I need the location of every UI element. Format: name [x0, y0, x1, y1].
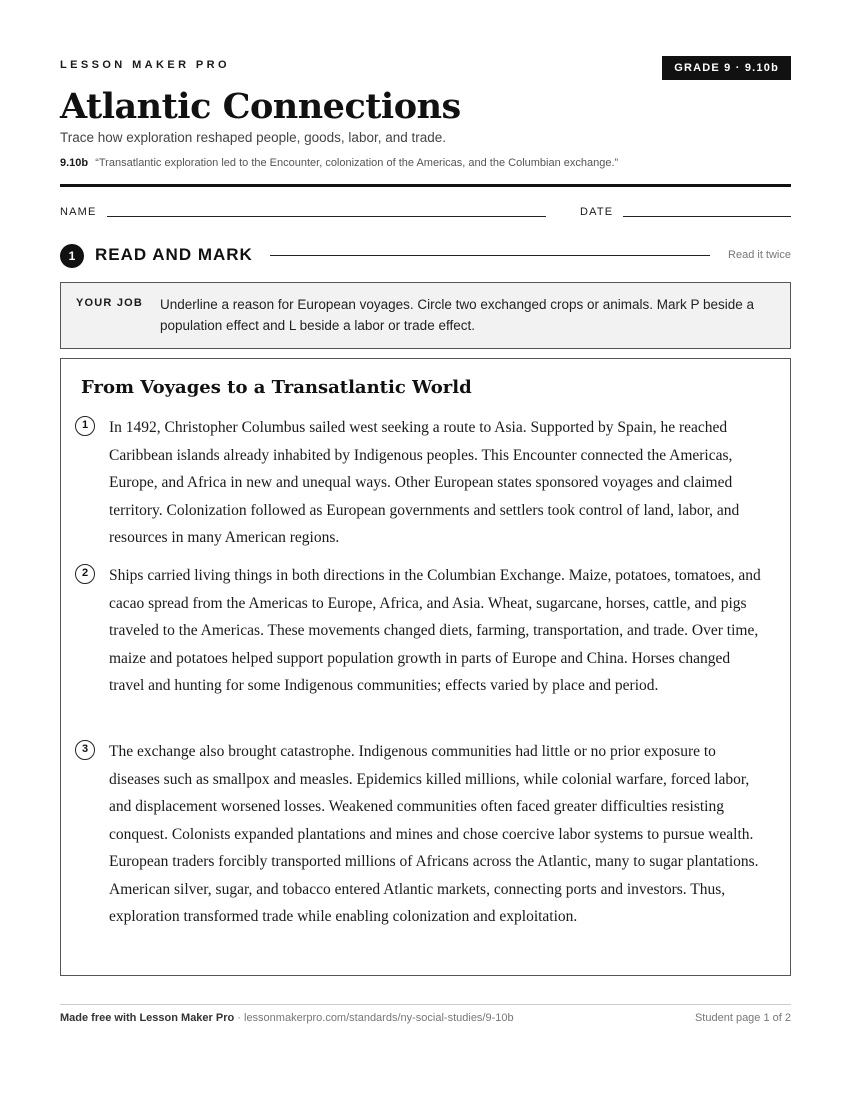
grade-badge: GRADE 9 · 9.10b — [662, 56, 791, 80]
footer-separator: · — [234, 1012, 244, 1024]
footer-brand: Made free with Lesson Maker Pro — [60, 1012, 235, 1024]
name-label: NAME — [60, 206, 97, 218]
footer-credit — [60, 1012, 514, 1024]
name-field[interactable] — [107, 216, 546, 217]
step-number: 1 — [60, 244, 84, 268]
reading-passage — [60, 358, 791, 976]
header-divider — [60, 184, 791, 187]
section-heading — [60, 243, 791, 269]
standard-text: “Transatlantic exploration led to the Encounter, colonization of the Americas, and the Columbian exchange.” — [95, 157, 619, 169]
standard-line — [60, 157, 618, 169]
reading-title: From Voyages to a Transatlantic World — [81, 377, 472, 398]
footer-divider — [60, 1004, 791, 1005]
paragraph-text: The exchange also brought catastrophe. Indigenous communities had little or no prior exposure to diseases such as smallpox and measles. Epidemics killed millions, while colonial warfare, forced labor, and displacement worsened losses. Weakened communities often faced greater difficulties resisting conquest. Colonists expanded plantations and mines and chose coercive labor systems to pursue wealth. European traders forcibly transported millions of Africans across the Atlantic, many to sugar plantations. American silver, sugar, and tobacco entered Atlantic markets, connecting ports and investors. Thus, exploration transformed trade while enabling colonization and exploitation. — [109, 743, 759, 925]
brand-row — [60, 56, 791, 80]
footer-url[interactable]: lessonmakerpro.com/standards/ny-social-studies/9-10b — [244, 1012, 514, 1024]
date-field[interactable] — [623, 216, 791, 217]
brand-name: LESSON MAKER PRO — [60, 59, 230, 71]
student-fields — [60, 204, 791, 220]
paragraph-number: 1 — [75, 416, 95, 436]
page-subtitle: Trace how exploration reshaped people, goods, labor, and trade. — [60, 130, 447, 145]
page-indicator: Student page 1 of 2 — [694, 1012, 791, 1024]
paragraph-text: In 1492, Christopher Columbus sailed west seeking a route to Asia. Supported by Spain, he reached Caribbean islands already inhabited by Indigenous peoples. This Encounter connected the Americas, Europe, and Africa in new and unequal ways. Other European states sponsored voyages and claimed territory. Colonization followed as European governments and settlers took control of land, labor, and resources in many American regions. — [109, 419, 740, 546]
section-note: Read it twice — [728, 249, 791, 261]
section-rule — [270, 255, 710, 256]
paragraph-number: 3 — [75, 740, 95, 760]
paragraph-number: 2 — [75, 564, 95, 584]
standard-code: 9.10b — [60, 157, 89, 169]
section-title: READ AND MARK — [95, 245, 253, 264]
your-job-box — [60, 282, 791, 349]
paragraph-text: Ships carried living things in both directions in the Columbian Exchange. Maize, potatoes, tomatoes, and cacao spread from the Americas to Europe, Africa, and Asia. Wheat, sugarcane, horses, cattle, and pigs traveled to the Americas. These movements changed diets, farming, transportation, and trade. Over time, maize and potatoes helped support population growth in parts of Europe and China. Horses changed travel and hunting for some Indigenous communities; effects varied by place and period. — [109, 567, 761, 694]
job-instructions: Underline a reason for European voyages. Circle two exchanged crops or animals. Mark P beside a population effect and L beside a labor or trade effect. — [160, 297, 755, 333]
worksheet-page — [60, 0, 791, 1100]
page-title: Atlantic Connections — [60, 86, 461, 127]
job-label: YOUR JOB — [76, 297, 144, 309]
date-label: DATE — [580, 206, 614, 218]
